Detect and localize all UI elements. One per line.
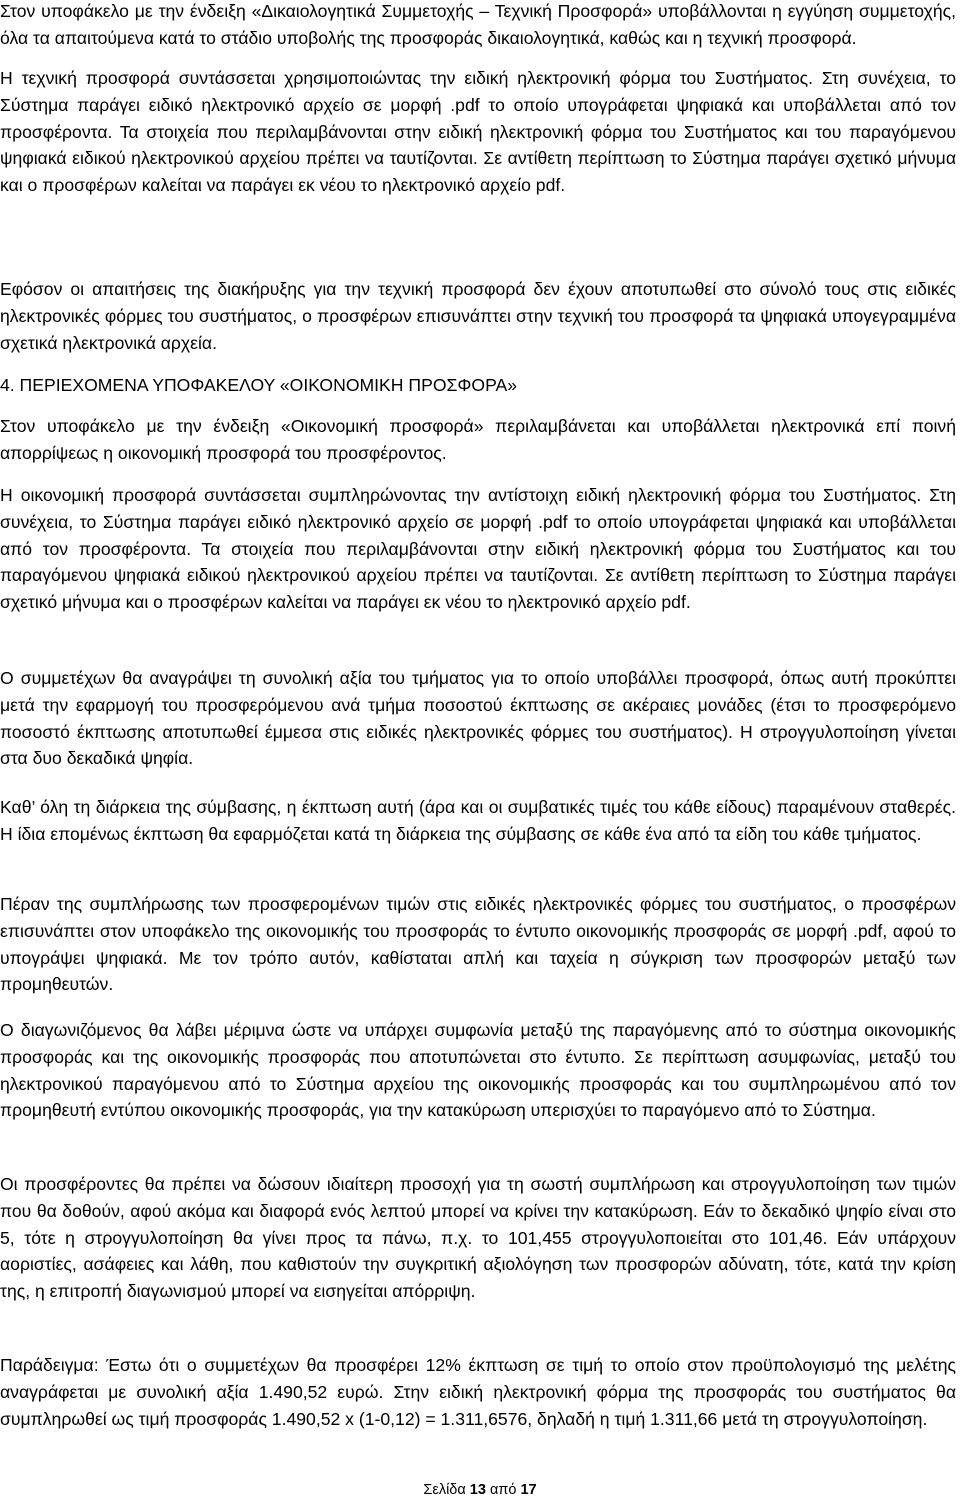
- paragraph-attachments: Εφόσον οι απαιτήσεις της διακήρυξης για την τεχνική προσφορά δεν έχουν αποτυπωθεί στο σύνολό τους στις ειδικές ηλεκτρονικές φόρμες του συστήματος, ο προσφέρων επισυνάπτει στην τεχνική του προσφορά τα ψηφιακά υπογεγραμμένα σχετικά ηλεκτρονικά αρχεία.: [0, 279, 956, 353]
- paragraph-rounding: Οι προσφέροντες θα πρέπει να δώσουν ιδιαίτερη προσοχή για τη σωστή συμπλήρωση και στρογγυλοποίηση των τιμών που θα δοθούν, αφού ακόμα και διαφορά ενός λεπτού μπορεί να κρίνει την κατακύρωση. Εάν το δεκαδικό ψηφίο είναι στο 5, τότε η στρογγυλοποίηση θα γίνει προς τα πάνω, π.χ. το 101,455 στρογγυλοποιείται στο 101,46. Εάν υπάρχουν αοριστίες, ασάφειες και λάθη, που καθιστούν την συγκριτική αξιολόγηση των προσφορών αδύνατη, τότε, κατά την κρίση της, η επιτροπή διαγωνισμού μπορεί να εισηγείται απόρριψη.: [0, 1174, 956, 1302]
- footer-of-label: από: [489, 1482, 517, 1498]
- footer-page-number: 13: [469, 1482, 486, 1498]
- section-heading: 4. ΠΕΡΙΕΧΟΜΕΝΑ ΥΠΟΦΑΚΕΛΟΥ «ΟΙΚΟΝΟΜΙΚΗ ΠΡΟΣΦΟΡΑ»: [0, 375, 518, 395]
- paragraph-discount-fixed: Καθ’ όλη τη διάρκεια της σύμβασης, η έκπτωση αυτή (άρα και οι συμβατικές τιμές του κάθε είδους) παραμένουν σταθερές. Η ίδια επομένως έκπτωση θα εφαρμόζεται κατά τη διάρκεια της σύμβασης σε κάθε ένα από τα είδη του κάθε τμήματος.: [0, 797, 956, 844]
- paragraph-technical-offer: Η τεχνική προσφορά συντάσσεται χρησιμοποιώντας την ειδική ηλεκτρονική φόρμα του Συστήματος. Στη συνέχεια, το Σύστημα παράγει ειδικό ηλεκτρονικό αρχείο σε μορφή .pdf το οποίο υπογράφεται ψηφιακά και υποβάλλεται από τον προσφέροντα. Τα στοιχεία που περιλαμβάνονται στην ειδική ηλεκτρονική φόρμα του Συστήματος και του παραγόμενου ψηφιακά ειδικού ηλεκτρονικού αρχείου πρέπει να ταυτίζονται. Σε αντίθετη περίπτωση το Σύστημα παράγει σχετικό μήνυμα και ο προσφέρων καλείται να παράγει εκ νέου το ηλεκτρονικό αρχείο pdf.: [0, 68, 956, 196]
- paragraph-financial-offer: Η οικονομική προσφορά συντάσσεται συμπληρώνοντας την αντίστοιχη ειδική ηλεκτρονική φόρμα του Συστήματος. Στη συνέχεια, το Σύστημα παράγει ειδικό ηλεκτρονικό αρχείο σε μορφή .pdf το οποίο υπογράφεται ψηφιακά και υποβάλλεται από τον προσφέροντα. Τα στοιχεία που περιλαμβάνονται στην ειδική ηλεκτρονική φόρμα του Συστήματος και του παραγόμενου ψηφιακά ειδικού ηλεκτρονικού αρχείου πρέπει να ταυτίζονται. Σε αντίθετη περίπτωση το Σύστημα παράγει σχετικό μήνυμα και ο προσφέρων καλείται να παράγει εκ νέου το ηλεκτρονικό αρχείο pdf.: [0, 485, 956, 613]
- paragraph-example: Παράδειγμα: Έστω ότι ο συμμετέχων θα προσφέρει 12% έκπτωση σε τιμή το οποίο στον προϋπολογισμό της μελέτης αναγράφεται με συνολική αξία 1.490,52 ευρώ. Στην ειδική ηλεκτρονική φόρμα της προσφοράς του συστήματος θα συμπληρωθεί ως τιμή προσφοράς 1.490,52 x (1-0,12) = 1.311,6576, δηλαδή η τιμή 1.311,66 μετά τη στρογγυλοποίηση.: [0, 1355, 956, 1429]
- paragraph-total-value: Ο συμμετέχων θα αναγράψει τη συνολική αξία του τμήματος για το οποίο υποβάλλει προσφορά, όπως αυτή προκύπτει μετά την εφαρμογή του προσφερόμενου ανά τμήμα ποσοστού έκπτωσης σε ακέραιες μονάδες (έτσι το προσφερόμενο ποσοστό έκπτωσης αποτυπωθεί έμμεσα στις ειδικές ηλεκτρονικές φόρμες του συστήματος). Η στρογγυλοποίηση γίνεται στα δυο δεκαδικά ψηφία.: [0, 668, 956, 769]
- paragraph-intro: Στον υποφάκελο με την ένδειξη «Δικαιολογητικά Συμμετοχής – Τεχνική Προσφορά» υποβάλλονται η εγγύηση συμμετοχής, όλα τα απαιτούμενα κατά το στάδιο υποβολής της προσφοράς δικαιολογητικά, καθώς και η τεχνική προσφορά.: [0, 1, 956, 48]
- page-footer: [0, 1481, 960, 1499]
- footer-page-total: 17: [520, 1482, 537, 1498]
- footer-page-label: Σελίδα: [423, 1482, 466, 1498]
- paragraph-form-attachment: Πέραν της συμπλήρωσης των προσφερομένων τιμών στις ειδικές ηλεκτρονικές φόρμες του συστήματος, ο προσφέρων επισυνάπτει στον υποφάκελο της οικονομικής του προσφοράς το έντυπο οικονομικής προσφοράς σε μορφή .pdf, αφού το υπογράψει ψηφιακά. Με τον τρόπο αυτόν, καθίσταται απλή και ταχεία η σύγκριση των προσφορών μεταξύ των προμηθευτών.: [0, 894, 956, 995]
- paragraph-consistency: Ο διαγωνιζόμενος θα λάβει μέριμνα ώστε να υπάρχει συμφωνία μεταξύ της παραγόμενης από το σύστημα οικονομικής προσφοράς και της οικονομικής προσφοράς που αποτυπώνεται στο έντυπο. Σε περίπτωση ασυμφωνίας, μεταξύ του ηλεκτρονικού παραγόμενου από το Σύστημα αρχείου της οικονομικής προσφοράς και του συμπληρωμένου από τον προμηθευτή εντύπου οικονομικής προσφοράς, για την κατακύρωση υπερισχύει το παραγόμενο από το Σύστημα.: [0, 1020, 956, 1121]
- paragraph-financial-envelope: Στον υποφάκελο με την ένδειξη «Οικονομική προσφορά» περιλαμβάνεται και υποβάλλεται ηλεκτρονικά επί ποινή απορρίψεως η οικονομική προσφορά του προσφέροντος.: [0, 416, 956, 463]
